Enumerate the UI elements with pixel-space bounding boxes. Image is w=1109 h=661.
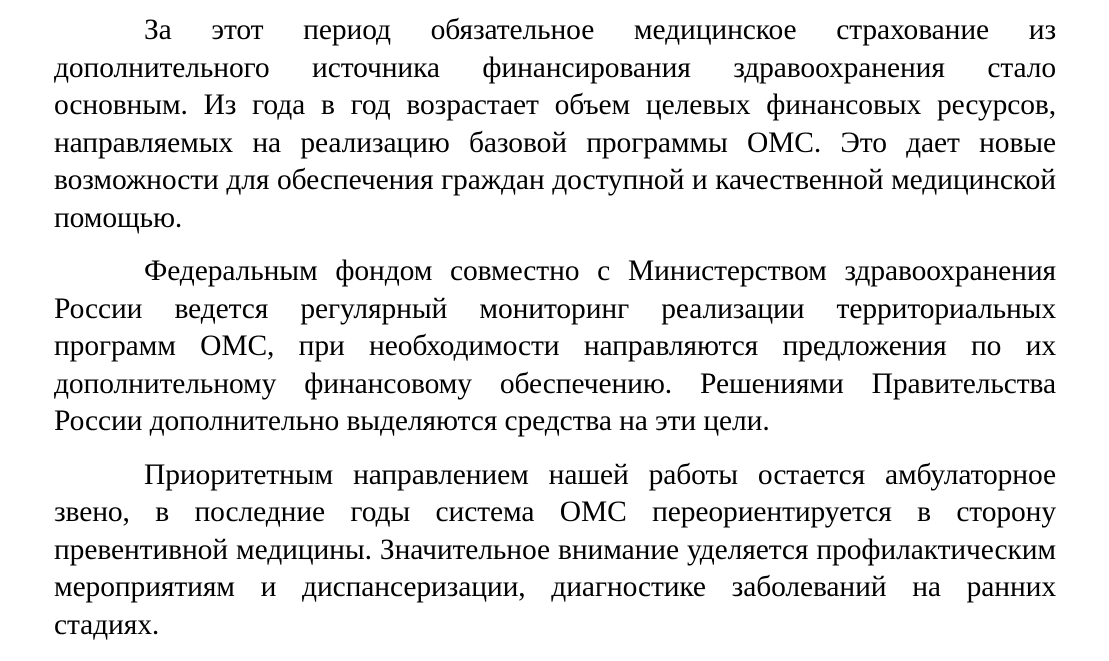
paragraph-2: Федеральным фондом совместно с Министерством здравоохранения России ведется регулярный мониторинг реализации территориальных программ ОМС, при необходимости направляются предложения по их дополнительному финансовому обеспечению. Решениями Правительства России дополнительно выделяются средства на эти цели. <box>54 255 1056 437</box>
document-body <box>54 12 1056 644</box>
paragraph-3: Приоритетным направлением нашей работы остается амбулаторное звено, в последние годы система ОМС переориентируется в сторону превентивной медицины. Значительное внимание уделяется профилактическим мероприятиям и диспансеризации, диагностике заболеваний на ранних стадиях. <box>54 458 1056 641</box>
paragraph-1: За этот период обязательное медицинское страхование из дополнительного источника финансирования здравоохранения стало основным. Из года в год возрастает объем целевых финансовых ресурсов, направляемых на реализацию базовой программы ОМС. Это дает новые возможности для обеспечения граждан доступной и качественной медицинской помощью. <box>54 14 1056 234</box>
